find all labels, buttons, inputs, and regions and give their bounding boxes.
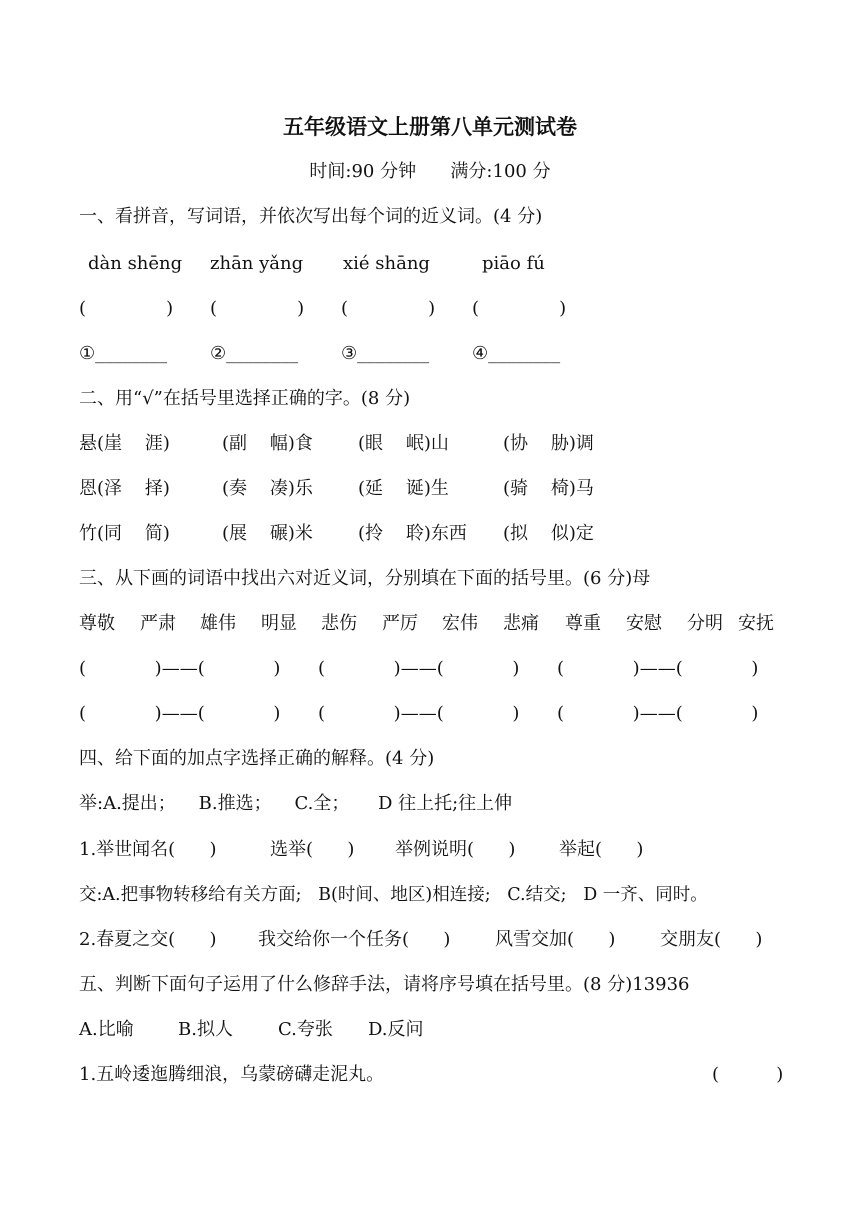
answer-bracket[interactable]: ( ) [712,1064,784,1085]
choice-item[interactable]: 悬(崖 涯) [79,433,170,454]
word-item: 分明 [687,613,723,634]
question-item[interactable]: 选举( ) [270,839,355,860]
answer-bracket-3[interactable]: ( ) [341,298,436,319]
rhetoric-question-1: 1.五岭逶迤腾细浪，乌蒙磅礴走泥丸。 [79,1064,385,1085]
word-item: 宏伟 [442,613,478,634]
choice-item[interactable]: (拟 似)定 [503,523,594,544]
word-item: 安慰 [626,613,662,634]
question-item[interactable]: 举起( ) [559,839,644,860]
word-item: 悲痛 [503,613,539,634]
choice-item[interactable]: (展 碾)米 [222,523,313,544]
choice-item[interactable]: 竹(同 简) [79,523,170,544]
choice-item[interactable]: (奏 凑)乐 [222,478,313,499]
pinyin-3: xié shāng [343,253,430,274]
word-item: 悲伤 [321,613,357,634]
question-item[interactable]: 我交给你一个任务( ) [258,929,451,950]
choice-item[interactable]: (骑 椅)马 [503,478,594,499]
synonym-pair-blank[interactable]: ( )——( ) [79,703,281,724]
section-1-heading: 一、看拼音，写词语，并依次写出每个词的近义词。(4 分) [79,206,543,227]
option-item: C.夸张 [278,1019,333,1040]
question-item[interactable]: 2.春夏之交( ) [79,929,217,950]
synonym-blank-3[interactable]: ③________ [341,343,430,364]
option-item: B.拟人 [178,1019,233,1040]
question-item[interactable]: 1.举世闻名( ) [79,839,217,860]
section-5-heading: 五、判断下面句子运用了什么修辞手法，请将序号填在括号里。(8 分)13936 [79,974,690,995]
word-item: 雄伟 [200,613,236,634]
choice-item[interactable]: (眼 岷)山 [358,433,449,454]
definition-jiao: 交:A.把事物转移给有关方面; B(时间、地区)相连接; C.结交; D 一齐、同时。 [79,885,708,905]
word-item: 安抚 [738,613,774,634]
pinyin-4: piāo fú [482,253,545,274]
synonym-blank-4[interactable]: ④________ [472,343,561,364]
pinyin-2: zhān yǎng [210,253,304,274]
definition-ju: 举:A.提出； B.推选； C.全； D 往上托;往上伸 [79,793,513,814]
synonym-pair-blank[interactable]: ( )——( ) [318,658,520,679]
answer-bracket-1[interactable]: ( ) [79,298,174,319]
page-title: 五年级语文上册第八单元测试卷 [283,114,577,139]
question-item[interactable]: 风雪交加( ) [495,929,616,950]
synonym-pair-blank[interactable]: ( )——( ) [318,703,520,724]
answer-bracket-2[interactable]: ( ) [210,298,305,319]
question-item[interactable]: 举例说明( ) [395,839,516,860]
question-item[interactable]: 交朋友( ) [660,929,763,950]
synonym-blank-1[interactable]: ①________ [79,343,168,364]
choice-item[interactable]: (副 幅)食 [222,433,313,454]
choice-item[interactable]: (拎 聆)东西 [358,523,467,544]
section-4-heading: 四、给下面的加点字选择正确的解释。(4 分) [79,748,435,769]
synonym-blank-2[interactable]: ②________ [210,343,299,364]
choice-item[interactable]: (延 诞)生 [358,478,449,499]
section-2-heading: 二、用“√”在括号里选择正确的字。(8 分) [79,388,411,409]
word-item: 严厉 [382,613,418,634]
synonym-pair-blank[interactable]: ( )——( ) [557,703,759,724]
option-item: A.比喻 [79,1019,134,1040]
pinyin-1: dàn shēng [88,253,183,274]
synonym-pair-blank[interactable]: ( )——( ) [79,658,281,679]
choice-item[interactable]: 恩(泽 择) [79,478,170,499]
word-item: 严肃 [140,613,176,634]
option-item: D.反问 [368,1019,424,1040]
word-item: 尊重 [565,613,601,634]
section-3-heading: 三、从下画的词语中找出六对近义词，分别填在下面的括号里。(6 分)母 [79,568,651,589]
exam-info: 时间:90 分钟 满分:100 分 [309,161,551,182]
synonym-pair-blank[interactable]: ( )——( ) [557,658,759,679]
word-item: 明显 [261,613,297,634]
word-item: 尊敬 [79,613,115,634]
answer-bracket-4[interactable]: ( ) [472,298,567,319]
choice-item[interactable]: (协 胁)调 [503,433,594,454]
